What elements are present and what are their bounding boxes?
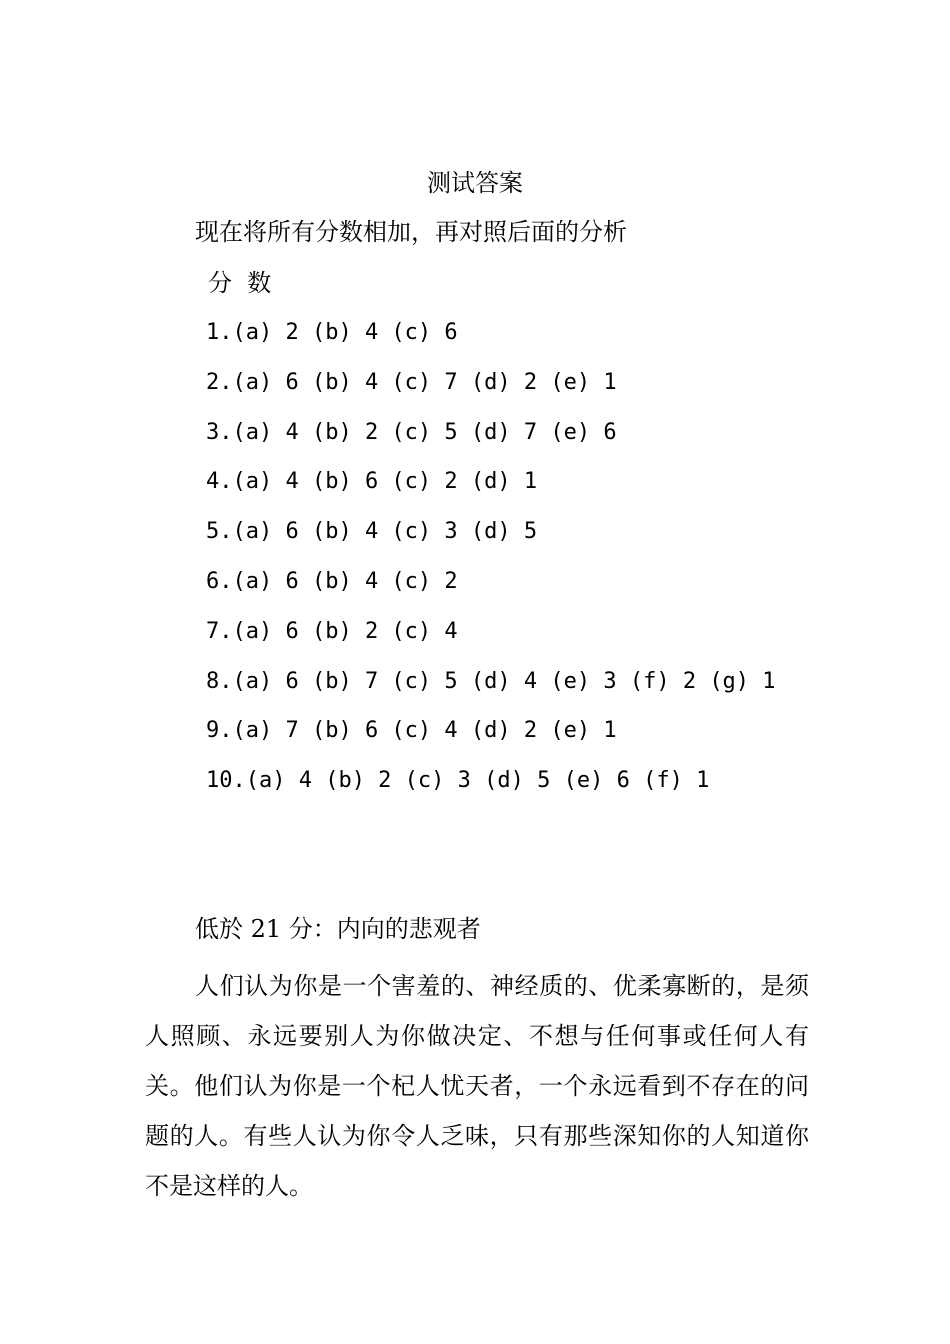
result-description: 人们认为你是一个害羞的、神经质的、优柔寡断的，是须人照顾、永远要别人为你做决定、不想与任何事或任何人有关。他们认为你是一个杞人忧天者，一个永远看到不存在的问题的人。有些人认为你令人乏味，只有那些深知你的人知道你不是这样的人。 [145, 972, 809, 1200]
answer-row: 1.(a) 2 (b) 4 (c) 6 [206, 320, 458, 345]
answer-row: 3.(a) 4 (b) 2 (c) 5 (d) 7 (e) 6 [206, 419, 617, 445]
page-title: 测试答案 [427, 169, 523, 197]
score-header: 分 数 [208, 269, 272, 297]
result-heading: 低於 21 分：内向的悲观者 [195, 915, 481, 943]
answer-row: 10.(a) 4 (b) 2 (c) 3 (d) 5 (e) 6 (f) 1 [206, 768, 710, 794]
answer-row: 6.(a) 6 (b) 4 (c) 2 [206, 568, 458, 594]
answer-row: 7.(a) 6 (b) 2 (c) 4 [206, 618, 458, 644]
answer-row: 4.(a) 4 (b) 6 (c) 2 (d) 1 [206, 469, 538, 495]
answer-row: 9.(a) 7 (b) 6 (c) 4 (d) 2 (e) 1 [206, 718, 617, 744]
intro-text: 现在将所有分数相加，再对照后面的分析 [195, 218, 627, 246]
answer-row: 8.(a) 6 (b) 7 (c) 5 (d) 4 (e) 3 (f) 2 (g) 1 [206, 668, 776, 694]
answer-row: 2.(a) 6 (b) 4 (c) 7 (d) 2 (e) 1 [206, 369, 617, 395]
answer-key-list [206, 316, 776, 814]
answer-row: 5.(a) 6 (b) 4 (c) 3 (d) 5 [206, 519, 538, 545]
